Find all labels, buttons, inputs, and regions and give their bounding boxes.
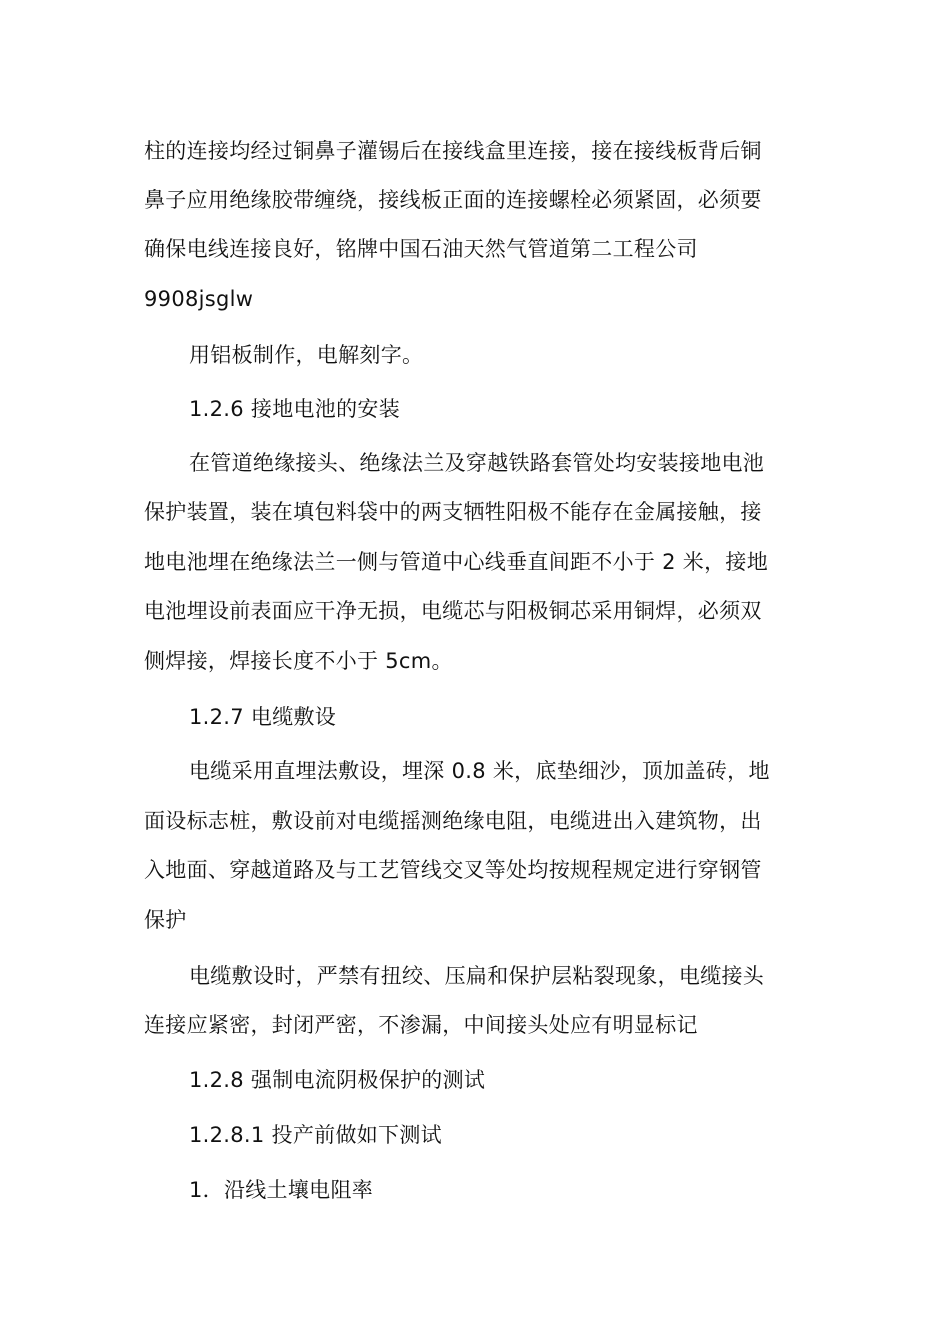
section-heading-1-2-7: 1.2.7 电缆敷设: [189, 705, 337, 729]
body-text-line: 电池埋设前表面应干净无损，电缆芯与阳极铜芯采用铜焊，必须双: [144, 599, 762, 623]
body-text-line: 9908jsglw: [144, 287, 254, 311]
paragraph-line: 用铝板制作，电解刻字。: [189, 343, 424, 367]
body-text-line: 入地面、穿越道路及与工艺管线交叉等处均按规程规定进行穿钢管: [144, 858, 762, 882]
body-text-line: 侧焊接，焊接长度不小于 5cm。: [144, 649, 453, 673]
body-text-line: 地电池埋在绝缘法兰一侧与管道中心线垂直间距不小于 2 米，接地: [144, 550, 769, 574]
paragraph-line: 电缆敷设时，严禁有扭绞、压扁和保护层粘裂现象，电缆接头: [189, 964, 765, 988]
list-item: 1．沿线土壤电阻率: [189, 1178, 374, 1202]
section-heading-1-2-6: 1.2.6 接地电池的安装: [189, 397, 401, 421]
body-text-line: 保护: [144, 908, 187, 932]
body-text-line: 面设标志桩，敷设前对电缆摇测绝缘电阻，电缆进出入建筑物，出: [144, 809, 762, 833]
paragraph-line: 电缆采用直埋法敷设，埋深 0.8 米，底垫细沙，顶加盖砖，地: [189, 759, 770, 783]
section-heading-1-2-8-1: 1.2.8.1 投产前做如下测试: [189, 1123, 442, 1147]
body-text-line: 保护装置，装在填包料袋中的两支牺牲阳极不能存在金属接触，接: [144, 500, 762, 524]
body-text-line: 确保电线连接良好，铭牌中国石油天然气管道第二工程公司: [144, 237, 698, 261]
section-heading-1-2-8: 1.2.8 强制电流阴极保护的测试: [189, 1068, 486, 1092]
paragraph-line: 在管道绝缘接头、绝缘法兰及穿越铁路套管处均安装接地电池: [189, 451, 765, 475]
body-text-line: 连接应紧密，封闭严密，不渗漏，中间接头处应有明显标记: [144, 1013, 698, 1037]
body-text-line: 柱的连接均经过铜鼻子灌锡后在接线盒里连接，接在接线板背后铜: [144, 139, 762, 163]
body-text-line: 鼻子应用绝缘胶带缠绕，接线板正面的连接螺栓必须紧固，必须要: [144, 188, 762, 212]
